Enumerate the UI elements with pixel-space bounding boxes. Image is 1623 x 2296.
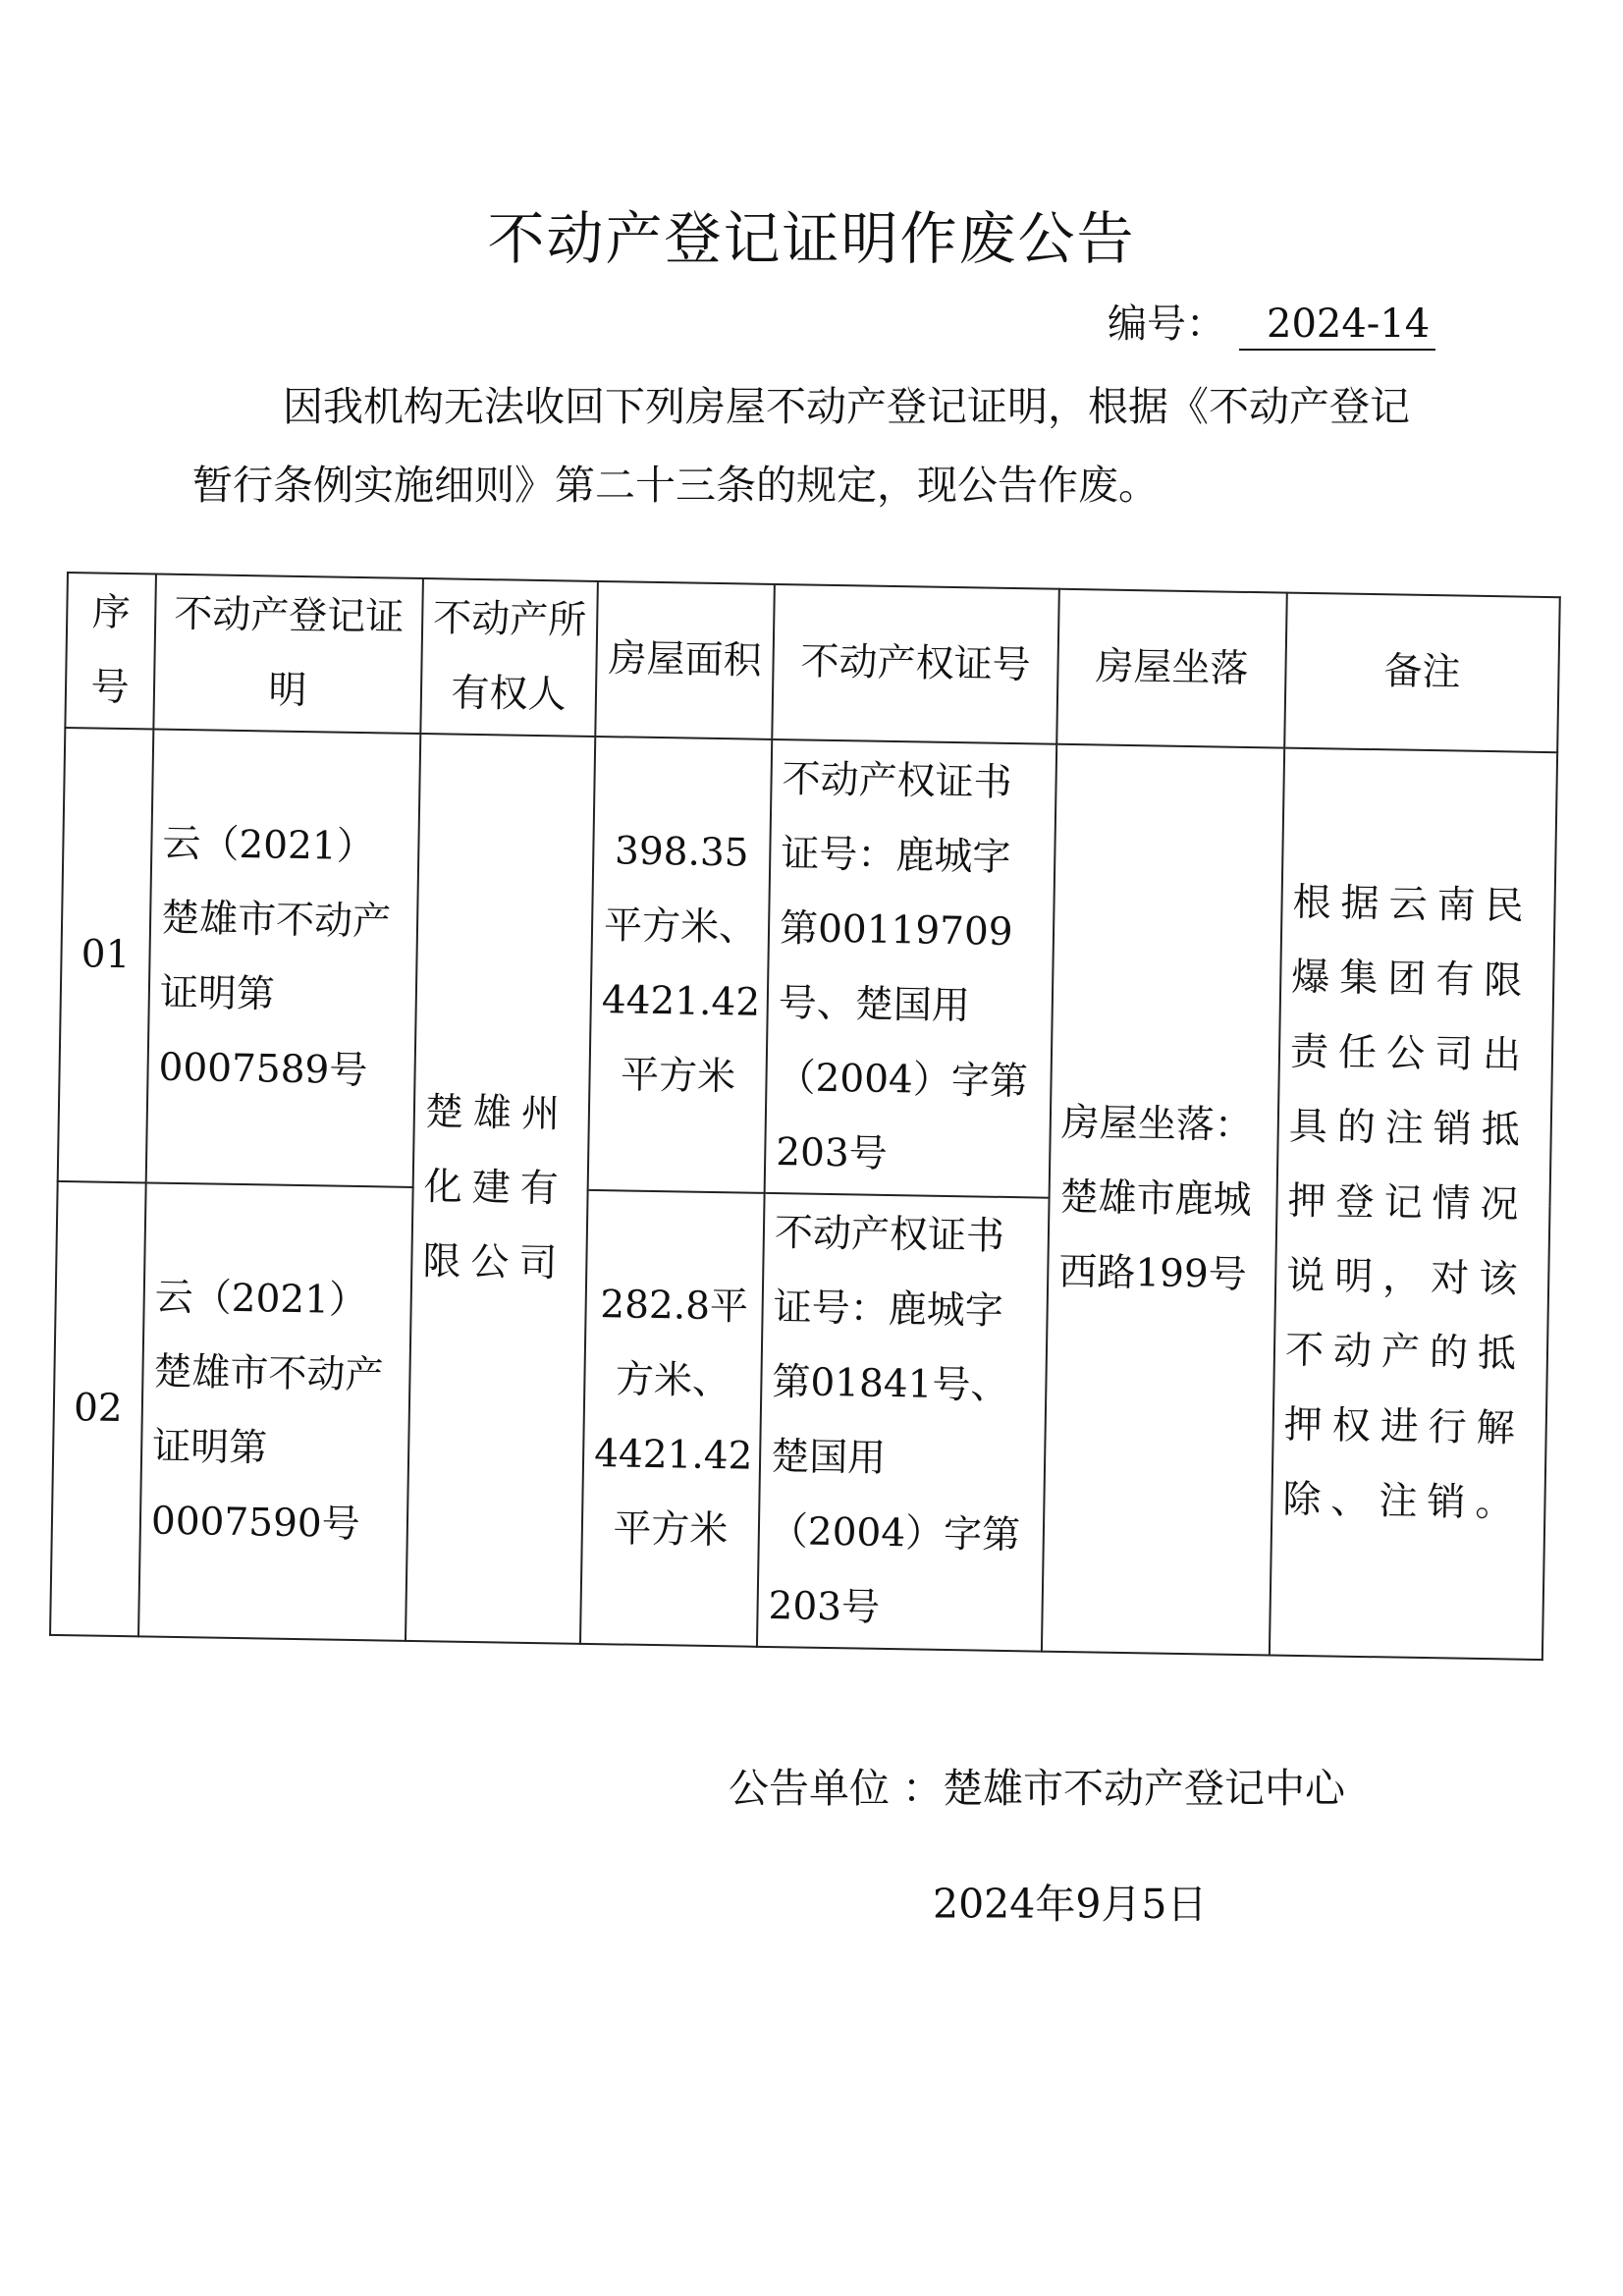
intro-line-2: 暂行条例实施细则》第二十三条的规定，现公告作废。 — [192, 462, 1159, 509]
serial-label: 编号： — [1108, 301, 1225, 347]
void-certificate-table — [49, 572, 1561, 1661]
cell-area: 398.35平方米、4421.42平方米 — [588, 737, 773, 1193]
cell-right-no: 不动产权证书证号：鹿城字第00119709号、楚国用（2004）字第203号 — [765, 739, 1057, 1198]
header-owner: 不动产所有权人 — [420, 578, 598, 737]
cell-location: 房屋坐落：楚雄市鹿城西路199号 — [1042, 744, 1284, 1656]
intro-paragraph — [192, 367, 1528, 524]
serial-value: 2024-14 — [1239, 301, 1435, 351]
header-area: 房屋面积 — [595, 581, 775, 739]
header-remark: 备注 — [1284, 593, 1560, 753]
header-location: 房屋坐落 — [1056, 589, 1287, 748]
cell-owner: 楚雄州化建有限公司 — [406, 734, 595, 1644]
header-seq: 序号 — [65, 573, 156, 729]
header-right-no: 不动产权证号 — [772, 584, 1059, 744]
intro-line-1: 因我机构无法收回下列房屋不动产登记证明，根据《不动产登记 — [283, 383, 1410, 430]
cell-area: 282.8平方米、4421.42平方米 — [580, 1190, 765, 1647]
table-row — [58, 728, 1557, 1206]
header-cert: 不动产登记证明 — [153, 574, 423, 734]
issue-date: 2024年9月5日 — [933, 1881, 1208, 1928]
serial-number — [1108, 293, 1435, 351]
page-title: 不动产登记证明作废公告 — [487, 205, 1136, 272]
cell-remark: 根据云南民爆集团有限责任公司出具的注销抵押登记情况说明，对该不动产的抵押权进行解除、注销。 — [1270, 748, 1557, 1660]
cell-seq: 02 — [50, 1181, 146, 1636]
table-header-row — [65, 573, 1559, 752]
issuing-unit: 公告单位 ：楚雄市不动产登记中心 — [729, 1765, 1346, 1812]
cell-cert: 云（2021）楚雄市不动产证明第 0007589号 — [146, 729, 421, 1186]
cell-right-no: 不动产权证书证号：鹿城字第01841号、楚国用（2004）字第203号 — [757, 1193, 1050, 1652]
cell-cert: 云（2021）楚雄市不动产证明第 0007590号 — [138, 1182, 413, 1640]
cell-seq: 01 — [58, 728, 154, 1182]
